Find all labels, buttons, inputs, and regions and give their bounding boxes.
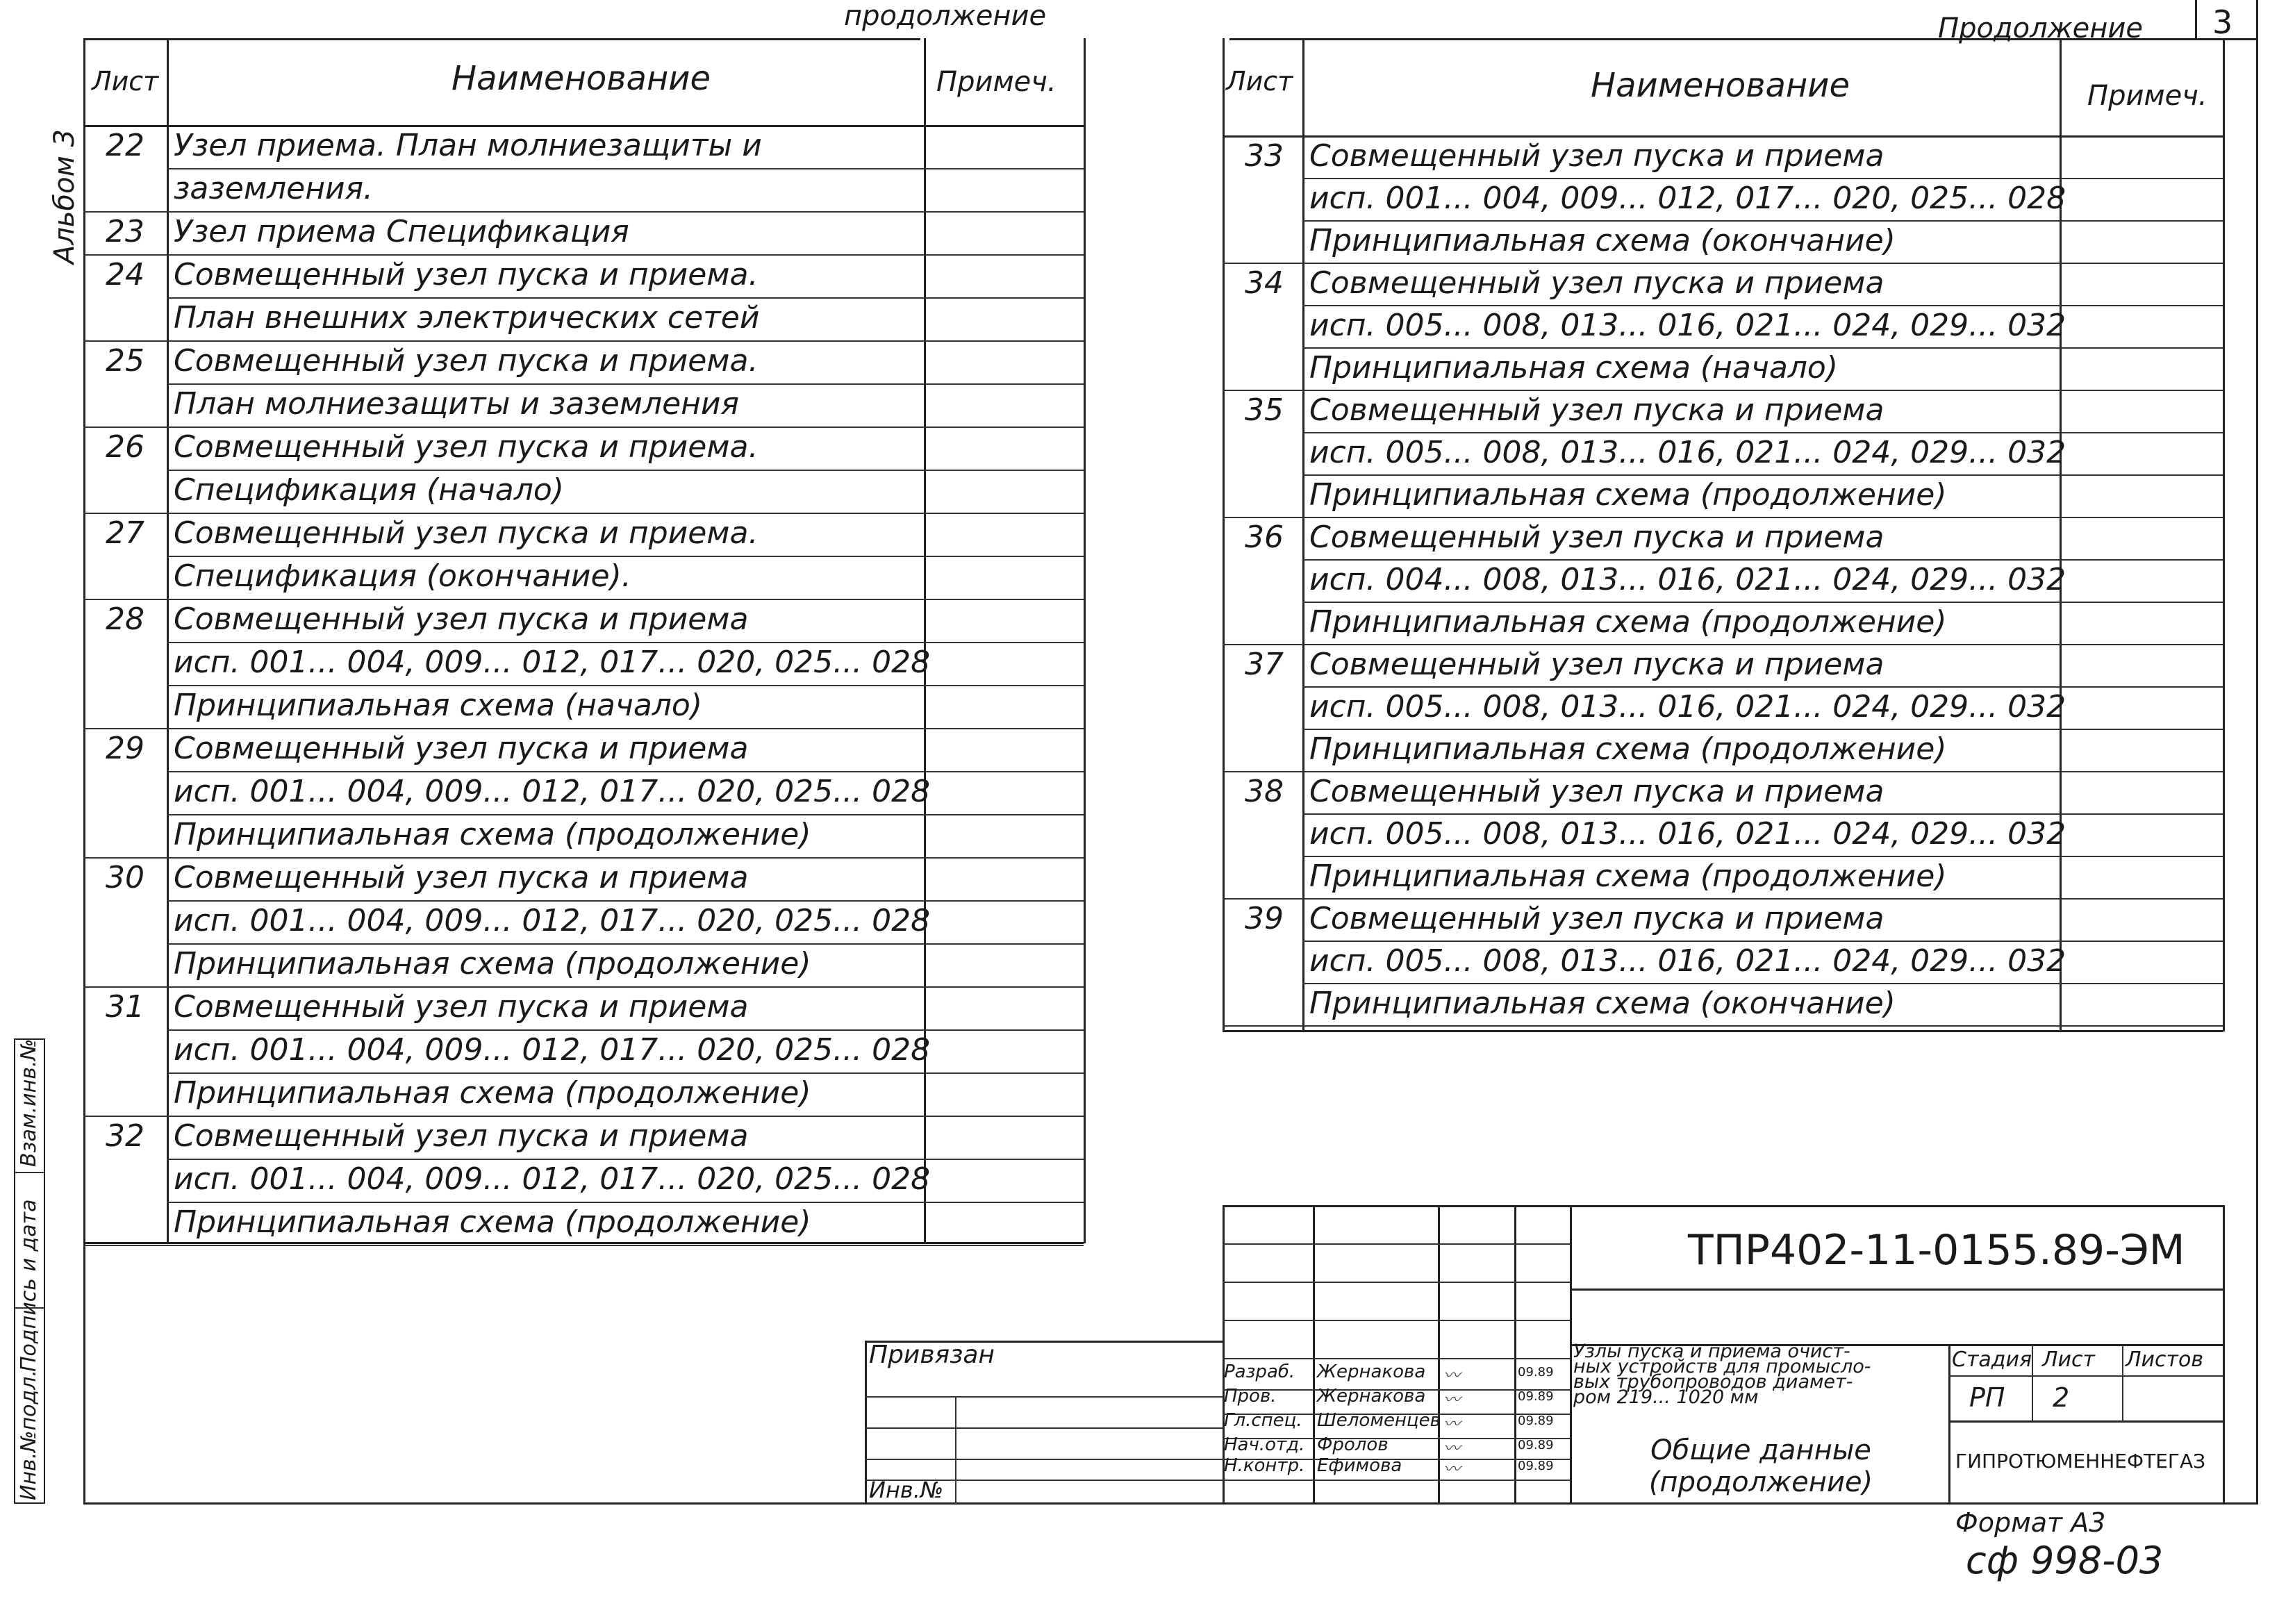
signer-date: 09.89 (1518, 1459, 1554, 1473)
left-index-table (83, 38, 1084, 1243)
left-header-sheet: Лист (92, 66, 159, 97)
signature-mark: 〰 (1443, 1459, 1460, 1479)
signer-role: Н.контр. (1224, 1455, 1305, 1476)
sheet-number: 33 (1245, 138, 1284, 174)
entry-line: Совмещенный узел пуска и приема. (174, 429, 759, 465)
entry-line: исп. 005... 008, 013... 016, 021... 024, 029... 032 (1309, 689, 2066, 724)
footer-code: сф 998-03 (1966, 1539, 2164, 1582)
entry-line: Совмещенный узел пуска и приема (1309, 901, 1884, 936)
organization: ГИПРОТЮМЕННЕФТЕГАЗ (1955, 1450, 2206, 1473)
entry-line: Совмещенный узел пуска и приема (1309, 392, 1884, 428)
entry-line: Спецификация (окончание). (174, 558, 631, 594)
entry-line: Узел приема. План молниезащиты и (174, 128, 762, 163)
inventory-number-label: Инв.№ (869, 1477, 944, 1503)
sheet-label: Лист (2042, 1348, 2096, 1372)
entry-line: исп. 004... 008, 013... 016, 021... 024, 029... 032 (1309, 562, 2066, 597)
entry-line: Совмещенный узел пуска и приема (1309, 138, 1884, 174)
entry-line: Принципиальная схема (продолжение) (1309, 604, 1947, 640)
entry-line: Совмещенный узел пуска и приема (174, 602, 749, 637)
sheet-number: 28 (106, 602, 144, 637)
sheet-number: 25 (106, 343, 144, 379)
stage-value: РП (1969, 1382, 2005, 1413)
entry-line: Совмещенный узел пуска и приема (1309, 265, 1884, 301)
stamp-replace-label: Взам.инв.№ (17, 1038, 41, 1167)
entry-line: Принципиальная схема (начало) (174, 688, 702, 723)
signer-role: Пров. (1224, 1386, 1277, 1407)
right-continuation-label: Продолжение (1938, 13, 2144, 44)
entry-line: Совмещенный узел пуска и приема. (174, 343, 759, 379)
signature-mark: 〰 (1443, 1390, 1460, 1409)
signer-name: Жернакова (1317, 1386, 1426, 1407)
signature-mark: 〰 (1443, 1366, 1460, 1385)
entry-line: Спецификация (начало) (174, 472, 564, 508)
sheet-number: 26 (106, 429, 144, 465)
sheet-number: 37 (1245, 647, 1284, 682)
signature-mark: 〰 (1443, 1439, 1460, 1458)
entry-line: исп. 005... 008, 013... 016, 021... 024, 029... 032 (1309, 308, 2066, 343)
sheet-number: 38 (1245, 774, 1284, 809)
entry-line: Принципиальная схема (продолжение) (174, 817, 811, 852)
sheet-number: 27 (106, 515, 144, 551)
sheet-number: 24 (106, 257, 144, 292)
entry-line: План молниезащиты и заземления (174, 386, 739, 422)
entry-line: Принципиальная схема (продолжение) (174, 1075, 811, 1111)
signer-name: Шеломенцев (1317, 1410, 1441, 1431)
right-header-note: Примеч. (2087, 80, 2207, 112)
signer-name: Фролов (1317, 1434, 1389, 1455)
sheet-value: 2 (2053, 1382, 2070, 1413)
attached-label: Привязан (869, 1341, 995, 1369)
signer-role: Разраб. (1224, 1361, 1295, 1382)
entry-line: Совмещенный узел пуска и приема (174, 731, 749, 766)
sheet-number: 35 (1245, 392, 1284, 428)
entry-line: Принципиальная схема (окончание) (1309, 223, 1896, 258)
signer-role: Нач.отд. (1224, 1434, 1305, 1455)
entry-line: исп. 001... 004, 009... 012, 017... 020, 025... 028 (1309, 181, 2066, 216)
stamp-sign-label: Подпись и дата (17, 1199, 41, 1372)
entry-line: исп. 005... 008, 013... 016, 021... 024, 029... 032 (1309, 816, 2066, 852)
entry-line: исп. 005... 008, 013... 016, 021... 024, 029... 032 (1309, 435, 2066, 470)
entry-line: исп. 001... 004, 009... 012, 017... 020, 025... 028 (174, 645, 931, 680)
entry-line: исп. 001... 004, 009... 012, 017... 020, 025... 028 (174, 1161, 931, 1197)
entry-line: исп. 001... 004, 009... 012, 017... 020, 025... 028 (174, 903, 931, 938)
sheets-label: Листов (2126, 1348, 2204, 1372)
entry-line: Совмещенный узел пуска и приема. (174, 515, 759, 551)
sheet-number: 29 (106, 731, 144, 766)
entry-line: Принципиальная схема (начало) (1309, 350, 1838, 386)
entry-line: Принципиальная схема (окончание) (1309, 986, 1896, 1021)
right-index-table (1223, 38, 2223, 1031)
sheet-number: 39 (1245, 901, 1284, 936)
page-number: 3 (2212, 3, 2233, 41)
signer-date: 09.89 (1518, 1389, 1554, 1404)
entry-line: Принципиальная схема (продолжение) (1309, 731, 1947, 767)
album-label: Альбом 3 (49, 129, 81, 264)
entry-line: исп. 001... 004, 009... 012, 017... 020, 025... 028 (174, 774, 931, 809)
entry-line: Совмещенный узел пуска и приема (1309, 774, 1884, 809)
title-block (1223, 1205, 2223, 1504)
sheet-number: 30 (106, 860, 144, 895)
project-description: Узлы пуска и приема очист- ных устройств для промысло- вых трубопроводов диамет- ром 219... 1020 мм (1573, 1341, 1871, 1408)
entry-line: исп. 005... 008, 013... 016, 021... 024, 029... 032 (1309, 943, 2066, 979)
entry-line: Совмещенный узел пуска и приема. (174, 257, 759, 292)
signer-date: 09.89 (1518, 1438, 1554, 1452)
entry-line: Принципиальная схема (продолжение) (174, 946, 811, 981)
sheet-number: 22 (106, 128, 144, 163)
sheet-number: 36 (1245, 520, 1284, 555)
attached-block (865, 1341, 1223, 1504)
entry-line: Совмещенный узел пуска и приема (174, 1118, 749, 1154)
entry-line: Совмещенный узел пуска и приема (174, 989, 749, 1025)
sheet-number: 32 (106, 1118, 144, 1154)
left-header-note: Примеч. (936, 66, 1057, 98)
signer-name: Ефимова (1317, 1455, 1402, 1476)
signer-name: Жернакова (1317, 1361, 1426, 1382)
sheet-title: Общие данные (продолжение) (1648, 1434, 1873, 1498)
signer-date: 09.89 (1518, 1365, 1554, 1379)
entry-line: Узел приема Спецификация (174, 214, 629, 249)
right-header-sheet: Лист (1226, 66, 1293, 97)
sheet-number: 23 (106, 214, 144, 249)
entry-line: Совмещенный узел пуска и приема (174, 860, 749, 895)
signer-date: 09.89 (1518, 1414, 1554, 1428)
entry-line: Принципиальная схема (продолжение) (174, 1204, 811, 1240)
document-code: ТПР402-11-0155.89-ЭМ (1688, 1226, 2185, 1275)
signature-mark: 〰 (1443, 1414, 1460, 1434)
page-number-box-line (2195, 0, 2197, 38)
frame-right-line (2256, 0, 2258, 1505)
stage-label: Стадия (1952, 1348, 2032, 1372)
entry-line: Принципиальная схема (продолжение) (1309, 859, 1947, 894)
signer-role: Гл.спец. (1224, 1410, 1302, 1431)
format-label: Формат А3 (1955, 1507, 2106, 1538)
entry-line: исп. 001... 004, 009... 012, 017... 020, 025... 028 (174, 1032, 931, 1068)
right-header-name: Наименование (1591, 66, 1850, 105)
entry-line: Принципиальная схема (продолжение) (1309, 477, 1947, 513)
entry-line: Совмещенный узел пуска и приема (1309, 647, 1884, 682)
stamp-inv-label: Инв.№подл. (17, 1370, 41, 1500)
entry-line: Совмещенный узел пуска и приема (1309, 520, 1884, 555)
left-continuation-label: продолжение (844, 0, 1047, 32)
sheet-number: 34 (1245, 265, 1284, 301)
sheet-number: 31 (106, 989, 144, 1025)
left-header-name: Наименование (451, 59, 711, 98)
entry-line: План внешних электрических сетей (174, 300, 760, 335)
entry-line: заземления. (174, 171, 374, 206)
